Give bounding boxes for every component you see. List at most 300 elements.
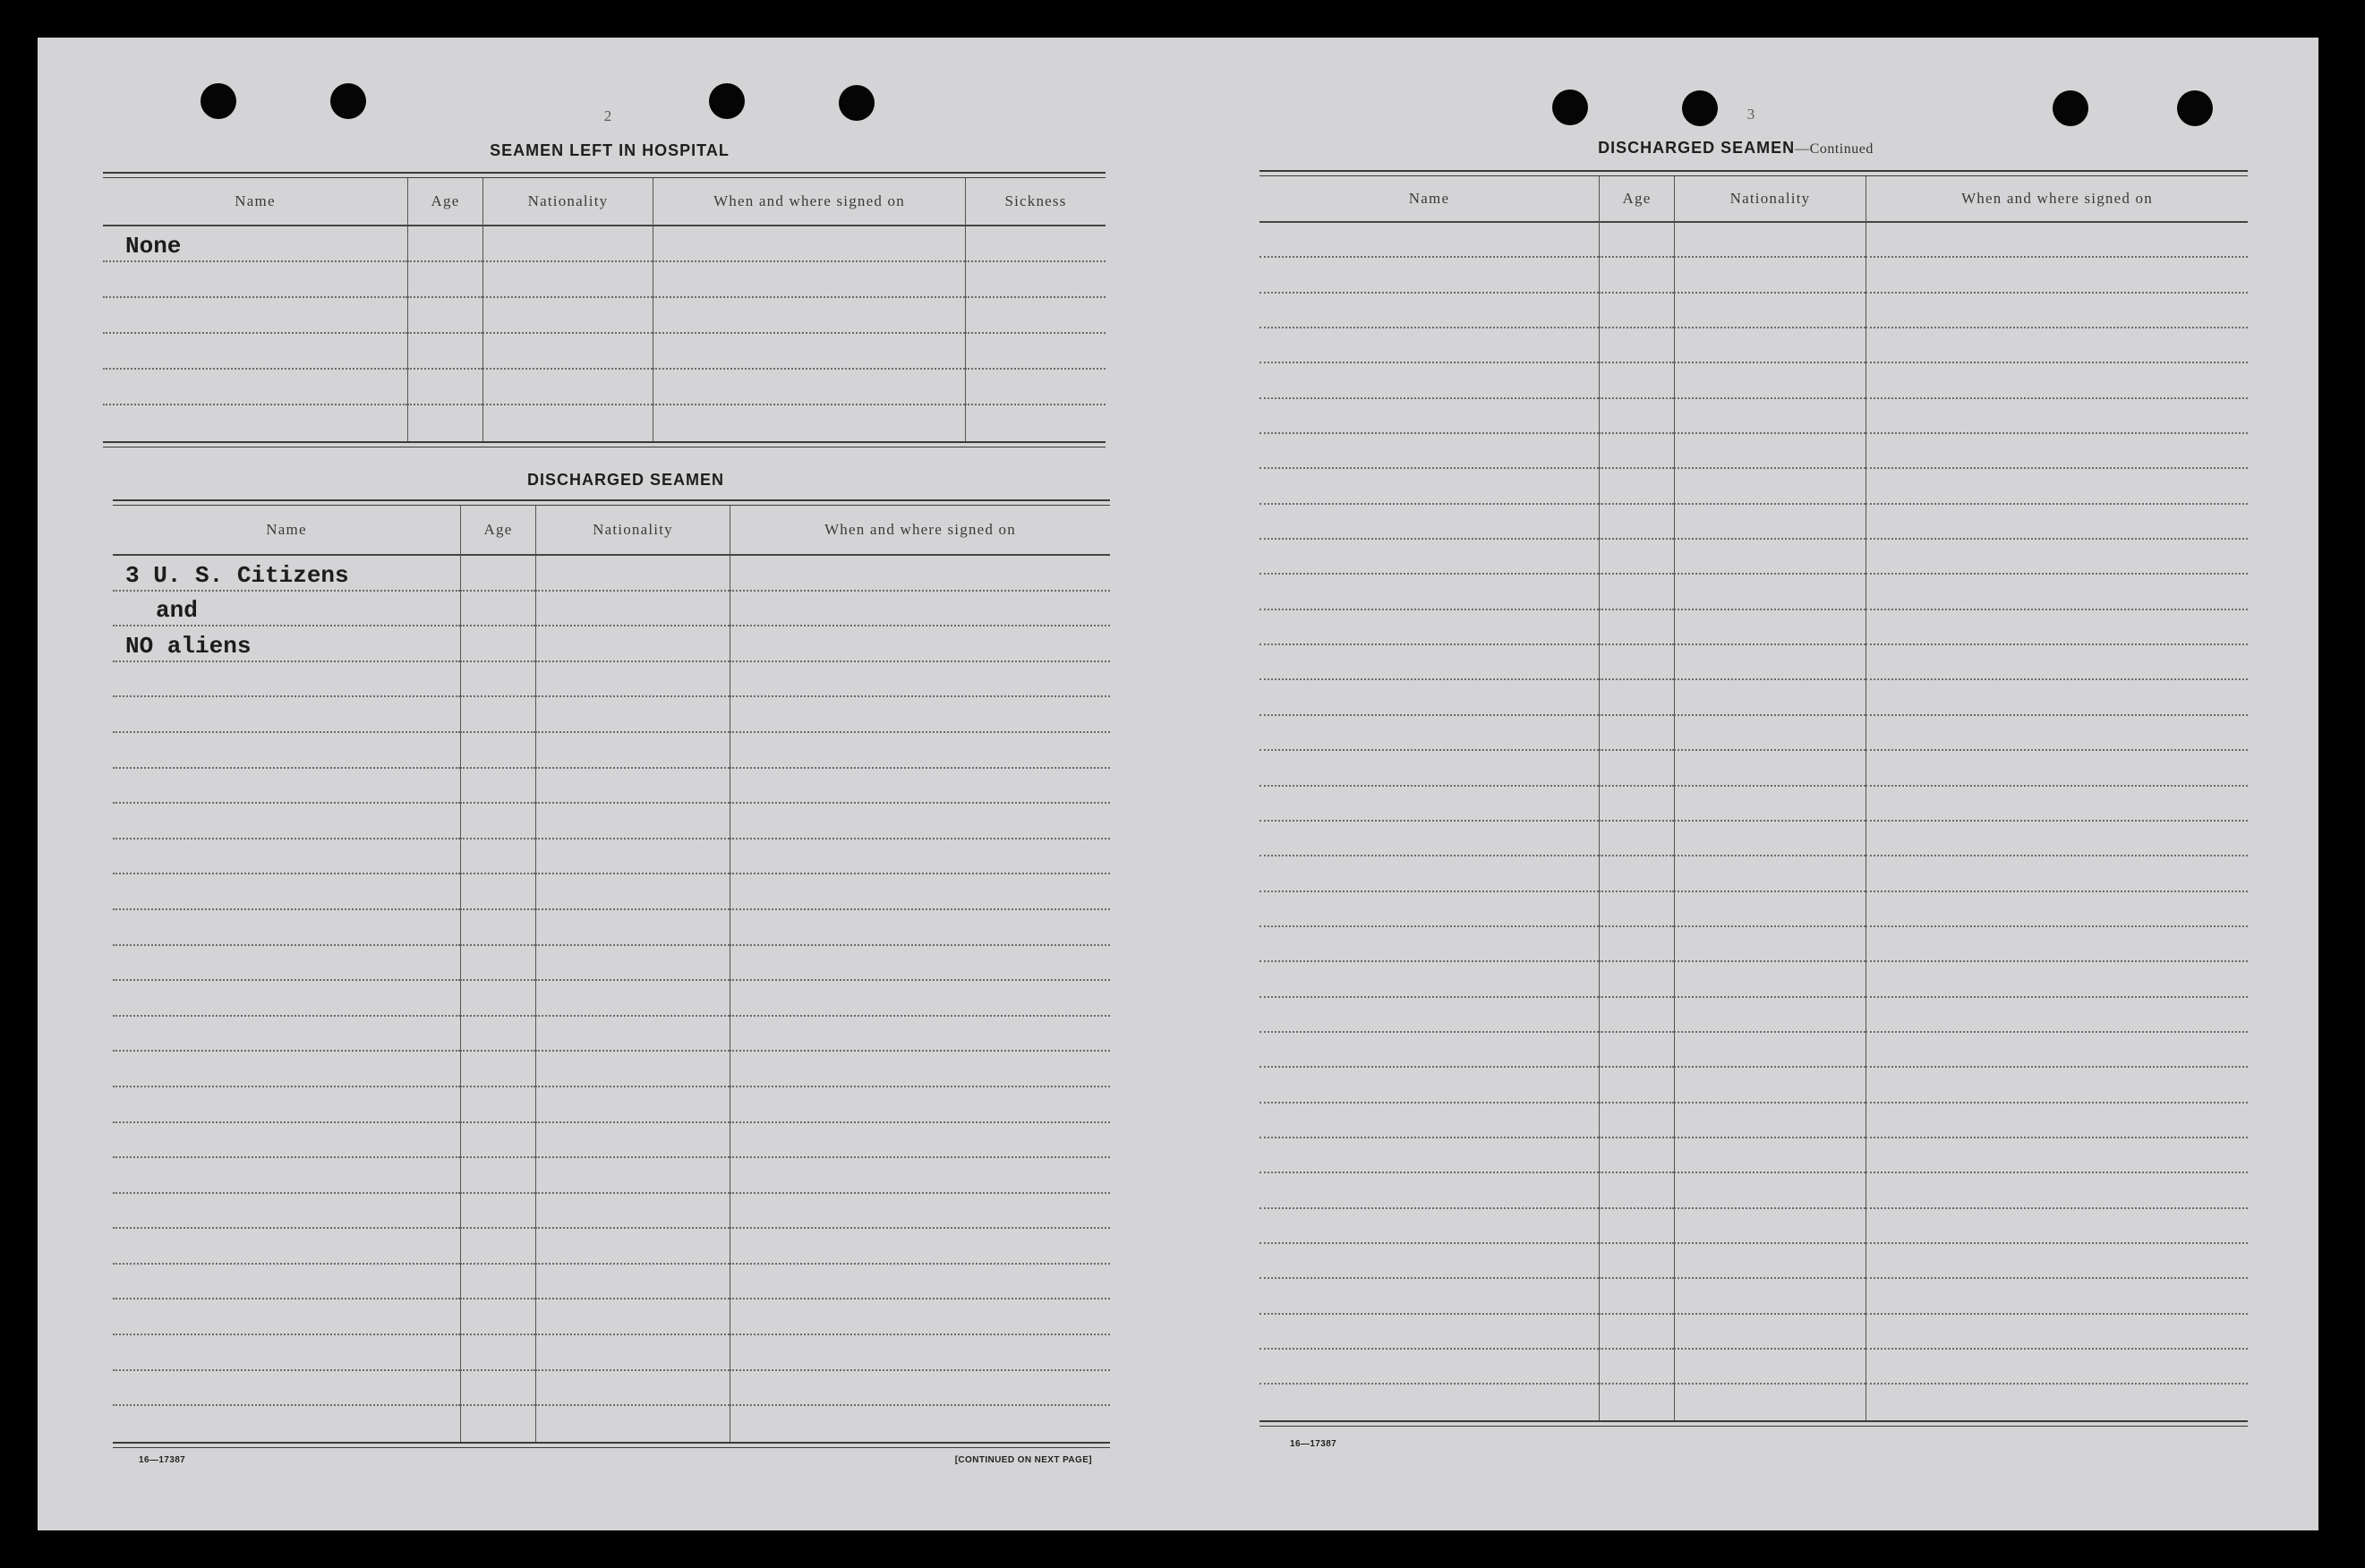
name-cell bbox=[113, 1052, 460, 1087]
name-cell bbox=[1259, 751, 1599, 786]
age-cell bbox=[1599, 856, 1674, 891]
signed-on-cell bbox=[1866, 1315, 2248, 1350]
nationality-cell bbox=[535, 1265, 730, 1300]
signed-on-cell bbox=[653, 226, 965, 262]
name-cell bbox=[1259, 1385, 1599, 1419]
table-row bbox=[1259, 258, 2248, 293]
signed-on-cell bbox=[730, 626, 1110, 662]
nationality-cell bbox=[1674, 1033, 1866, 1068]
table-row bbox=[103, 298, 1106, 334]
age-cell bbox=[460, 1087, 535, 1123]
table-row bbox=[113, 874, 1110, 910]
name-cell bbox=[103, 405, 407, 441]
name-cell bbox=[103, 370, 407, 405]
signed-on-cell bbox=[1866, 751, 2248, 786]
age-cell bbox=[1599, 787, 1674, 822]
age-cell bbox=[460, 839, 535, 875]
signed-on-cell bbox=[1866, 505, 2248, 540]
table-row bbox=[1259, 892, 2248, 927]
nationality-cell bbox=[535, 1017, 730, 1052]
nationality-cell bbox=[535, 981, 730, 1017]
table-row bbox=[1259, 469, 2248, 504]
name-cell bbox=[113, 592, 460, 627]
age-cell bbox=[407, 298, 482, 334]
name-cell bbox=[113, 1406, 460, 1442]
name-cell bbox=[1259, 1350, 1599, 1385]
signed-on-cell bbox=[653, 334, 965, 370]
age-cell bbox=[460, 804, 535, 839]
age-cell bbox=[1599, 540, 1674, 575]
age-cell bbox=[1599, 1173, 1674, 1208]
name-cell bbox=[113, 769, 460, 805]
table-row bbox=[103, 262, 1106, 298]
table-row bbox=[1259, 927, 2248, 962]
nationality-cell bbox=[1674, 927, 1866, 962]
table-row bbox=[113, 1335, 1110, 1371]
signed-on-cell bbox=[730, 1300, 1110, 1335]
nationality-cell bbox=[1674, 505, 1866, 540]
age-cell bbox=[1599, 610, 1674, 645]
age-cell bbox=[460, 662, 535, 698]
name-cell bbox=[1259, 1244, 1599, 1279]
name-cell bbox=[113, 910, 460, 946]
signed-on-cell bbox=[730, 1335, 1110, 1371]
signed-on-cell bbox=[653, 405, 965, 441]
signed-on-cell bbox=[730, 556, 1110, 592]
signed-on-cell bbox=[1866, 540, 2248, 575]
punch-hole bbox=[839, 85, 875, 121]
name-cell bbox=[1259, 1068, 1599, 1103]
table-row bbox=[113, 804, 1110, 839]
table-row bbox=[1259, 1244, 2248, 1279]
nationality-cell bbox=[1674, 469, 1866, 504]
table-row bbox=[113, 1265, 1110, 1300]
column-header-signed-on: When and where signed on bbox=[730, 506, 1110, 556]
age-cell bbox=[1599, 258, 1674, 293]
table-row bbox=[113, 1406, 1110, 1442]
signed-on-cell bbox=[1866, 575, 2248, 609]
name-cell bbox=[1259, 856, 1599, 891]
table-row bbox=[1259, 787, 2248, 822]
column-header-nationality: Nationality bbox=[535, 506, 730, 556]
nationality-cell bbox=[1674, 1104, 1866, 1138]
nationality-cell bbox=[535, 1406, 730, 1442]
signed-on-cell bbox=[730, 1371, 1110, 1407]
nationality-cell bbox=[535, 1300, 730, 1335]
signed-on-cell bbox=[1866, 223, 2248, 258]
column-header-name: Name bbox=[113, 506, 460, 556]
bottom-rule bbox=[113, 1442, 1110, 1448]
signed-on-cell bbox=[730, 662, 1110, 698]
discharged-continued-title bbox=[1199, 138, 2273, 159]
signed-on-cell bbox=[1866, 1385, 2248, 1419]
name-cell bbox=[1259, 505, 1599, 540]
nationality-cell bbox=[1674, 892, 1866, 927]
column-header-age: Age bbox=[460, 506, 535, 556]
age-cell bbox=[1599, 469, 1674, 504]
nationality-cell bbox=[1674, 1068, 1866, 1103]
typed-entry: NO aliens bbox=[125, 632, 252, 660]
age-cell bbox=[460, 1300, 535, 1335]
table-body bbox=[1259, 223, 2248, 1420]
name-cell bbox=[113, 697, 460, 733]
name-cell bbox=[1259, 962, 1599, 997]
signed-on-cell bbox=[1866, 434, 2248, 469]
table-header bbox=[1259, 176, 2248, 223]
age-cell bbox=[460, 1017, 535, 1052]
age-cell bbox=[1599, 680, 1674, 715]
signed-on-cell bbox=[1866, 1104, 2248, 1138]
table-row bbox=[113, 1371, 1110, 1407]
age-cell bbox=[460, 592, 535, 627]
punch-hole bbox=[2053, 90, 2088, 126]
age-cell bbox=[407, 226, 482, 262]
table-row bbox=[1259, 998, 2248, 1033]
age-cell bbox=[1599, 1209, 1674, 1244]
age-cell bbox=[1599, 575, 1674, 609]
name-cell bbox=[113, 1371, 460, 1407]
title-suffix: —Continued bbox=[1795, 141, 1874, 157]
age-cell bbox=[460, 1371, 535, 1407]
column-header-age: Age bbox=[407, 178, 482, 226]
name-cell bbox=[113, 626, 460, 662]
name-cell bbox=[113, 1229, 460, 1265]
signed-on-cell bbox=[730, 1087, 1110, 1123]
name-cell bbox=[1259, 1033, 1599, 1068]
signed-on-cell bbox=[1866, 1173, 2248, 1208]
form-sheet bbox=[38, 38, 2318, 1530]
signed-on-cell bbox=[1866, 1209, 2248, 1244]
name-cell bbox=[113, 556, 460, 592]
name-cell bbox=[113, 662, 460, 698]
table-row bbox=[1259, 575, 2248, 609]
table-body bbox=[103, 226, 1106, 441]
nationality-cell bbox=[1674, 998, 1866, 1033]
age-cell bbox=[1599, 962, 1674, 997]
nationality-cell bbox=[535, 1052, 730, 1087]
name-cell bbox=[113, 874, 460, 910]
table-row bbox=[1259, 505, 2248, 540]
age-cell bbox=[1599, 434, 1674, 469]
top-rule bbox=[113, 499, 1110, 506]
page-number-left: 2 bbox=[603, 107, 612, 124]
table-row bbox=[103, 405, 1106, 441]
table-row bbox=[113, 910, 1110, 946]
sickness-cell bbox=[965, 298, 1106, 334]
table-row bbox=[1259, 1104, 2248, 1138]
nationality-cell bbox=[1674, 680, 1866, 715]
name-cell bbox=[1259, 294, 1599, 328]
name-cell bbox=[1259, 1138, 1599, 1173]
signed-on-cell bbox=[1866, 787, 2248, 822]
name-cell bbox=[1259, 716, 1599, 751]
signed-on-cell bbox=[1866, 1033, 2248, 1068]
nationality-cell bbox=[1674, 822, 1866, 856]
nationality-cell bbox=[535, 910, 730, 946]
nationality-cell bbox=[535, 1194, 730, 1230]
name-cell bbox=[1259, 680, 1599, 715]
name-cell bbox=[1259, 469, 1599, 504]
column-header-nationality: Nationality bbox=[1674, 176, 1866, 223]
name-cell bbox=[1259, 892, 1599, 927]
signed-on-cell bbox=[1866, 399, 2248, 434]
table-row bbox=[113, 1087, 1110, 1123]
signed-on-cell bbox=[1866, 962, 2248, 997]
signed-on-cell bbox=[1866, 645, 2248, 680]
name-cell bbox=[103, 298, 407, 334]
signed-on-cell bbox=[1866, 856, 2248, 891]
table-row bbox=[1259, 540, 2248, 575]
name-cell bbox=[1259, 645, 1599, 680]
signed-on-cell bbox=[730, 981, 1110, 1017]
age-cell bbox=[460, 556, 535, 592]
name-cell bbox=[1259, 787, 1599, 822]
age-cell bbox=[460, 910, 535, 946]
table-row bbox=[113, 769, 1110, 805]
name-cell bbox=[113, 839, 460, 875]
signed-on-cell bbox=[730, 769, 1110, 805]
table-row bbox=[1259, 223, 2248, 258]
nationality-cell bbox=[535, 1158, 730, 1194]
discharged-continued-table bbox=[1259, 170, 2248, 1427]
right-page-footer bbox=[1290, 1439, 1336, 1450]
name-cell bbox=[1259, 434, 1599, 469]
nationality-cell bbox=[1674, 1138, 1866, 1173]
table-row bbox=[1259, 434, 2248, 469]
nationality-cell bbox=[1674, 1209, 1866, 1244]
name-cell bbox=[1259, 1279, 1599, 1314]
column-header-name: Name bbox=[1259, 176, 1599, 223]
name-cell bbox=[103, 334, 407, 370]
nationality-cell bbox=[1674, 540, 1866, 575]
table-row bbox=[113, 946, 1110, 982]
table-row bbox=[113, 1052, 1110, 1087]
form-number: 16—17387 bbox=[1290, 1439, 1337, 1449]
table-row bbox=[103, 226, 1106, 262]
age-cell bbox=[460, 1229, 535, 1265]
column-header-name: Name bbox=[103, 178, 407, 226]
signed-on-cell bbox=[730, 874, 1110, 910]
signed-on-cell bbox=[730, 1158, 1110, 1194]
table-row bbox=[1259, 1315, 2248, 1350]
nationality-cell bbox=[1674, 328, 1866, 363]
name-cell bbox=[103, 226, 407, 262]
age-cell bbox=[1599, 363, 1674, 398]
name-cell bbox=[113, 804, 460, 839]
nationality-cell bbox=[1674, 258, 1866, 293]
nationality-cell bbox=[535, 697, 730, 733]
name-cell bbox=[113, 1300, 460, 1335]
table-row bbox=[113, 626, 1110, 662]
age-cell bbox=[1599, 399, 1674, 434]
table-row bbox=[113, 592, 1110, 627]
table-row bbox=[1259, 399, 2248, 434]
table-row bbox=[103, 370, 1106, 405]
signed-on-cell bbox=[653, 370, 965, 405]
table-row bbox=[1259, 856, 2248, 891]
table-row bbox=[103, 334, 1106, 370]
nationality-cell bbox=[1674, 223, 1866, 258]
punch-hole bbox=[1682, 90, 1718, 126]
name-cell bbox=[1259, 258, 1599, 293]
name-cell bbox=[1259, 998, 1599, 1033]
signed-on-cell bbox=[1866, 822, 2248, 856]
table-row bbox=[113, 1123, 1110, 1159]
nationality-cell bbox=[1674, 610, 1866, 645]
hospital-table bbox=[103, 172, 1106, 447]
nationality-cell bbox=[535, 874, 730, 910]
nationality-cell bbox=[535, 556, 730, 592]
column-header-nationality: Nationality bbox=[482, 178, 653, 226]
signed-on-cell bbox=[730, 910, 1110, 946]
name-cell bbox=[1259, 328, 1599, 363]
age-cell bbox=[1599, 1104, 1674, 1138]
signed-on-cell bbox=[1866, 680, 2248, 715]
nationality-cell bbox=[1674, 363, 1866, 398]
name-cell bbox=[113, 1335, 460, 1371]
signed-on-cell bbox=[1866, 328, 2248, 363]
age-cell bbox=[1599, 1350, 1674, 1385]
signed-on-cell bbox=[1866, 892, 2248, 927]
table-row bbox=[113, 981, 1110, 1017]
age-cell bbox=[1599, 751, 1674, 786]
age-cell bbox=[1599, 223, 1674, 258]
age-cell bbox=[1599, 1068, 1674, 1103]
page-number-right: 3 bbox=[1746, 106, 1755, 123]
age-cell bbox=[407, 370, 482, 405]
table-row bbox=[113, 1158, 1110, 1194]
age-cell bbox=[1599, 645, 1674, 680]
signed-on-cell bbox=[653, 262, 965, 298]
age-cell bbox=[460, 1406, 535, 1442]
table-row bbox=[1259, 822, 2248, 856]
age-cell bbox=[1599, 1315, 1674, 1350]
top-rule bbox=[103, 172, 1106, 178]
table-row bbox=[1259, 751, 2248, 786]
nationality-cell bbox=[535, 592, 730, 627]
signed-on-cell bbox=[1866, 363, 2248, 398]
age-cell bbox=[407, 334, 482, 370]
nationality-cell bbox=[1674, 645, 1866, 680]
typed-entry: None bbox=[125, 233, 182, 260]
signed-on-cell bbox=[730, 804, 1110, 839]
name-cell bbox=[113, 981, 460, 1017]
table-row bbox=[1259, 1068, 2248, 1103]
punch-hole bbox=[709, 83, 745, 119]
name-cell bbox=[1259, 540, 1599, 575]
discharged-section-title: DISCHARGED SEAMEN bbox=[526, 471, 725, 489]
name-cell bbox=[1259, 363, 1599, 398]
signed-on-cell bbox=[1866, 998, 2248, 1033]
name-cell bbox=[1259, 1315, 1599, 1350]
name-cell bbox=[113, 1017, 460, 1052]
nationality-cell bbox=[1674, 962, 1866, 997]
name-cell bbox=[113, 1123, 460, 1159]
table-row bbox=[1259, 645, 2248, 680]
age-cell bbox=[1599, 328, 1674, 363]
column-header-age: Age bbox=[1599, 176, 1674, 223]
table-row bbox=[1259, 680, 2248, 715]
age-cell bbox=[460, 626, 535, 662]
table-row bbox=[113, 556, 1110, 592]
signed-on-cell bbox=[730, 592, 1110, 627]
continued-note: [CONTINUED ON NEXT PAGE] bbox=[954, 1455, 1092, 1465]
nationality-cell bbox=[482, 405, 653, 441]
age-cell bbox=[1599, 822, 1674, 856]
name-cell bbox=[1259, 399, 1599, 434]
name-cell bbox=[103, 262, 407, 298]
punch-hole bbox=[330, 83, 366, 119]
age-cell bbox=[460, 769, 535, 805]
age-cell bbox=[1599, 1033, 1674, 1068]
name-cell bbox=[1259, 575, 1599, 609]
signed-on-cell bbox=[1866, 610, 2248, 645]
age-cell bbox=[460, 981, 535, 1017]
signed-on-cell bbox=[1866, 1244, 2248, 1279]
age-cell bbox=[1599, 1244, 1674, 1279]
nationality-cell bbox=[1674, 751, 1866, 786]
signed-on-cell bbox=[730, 1052, 1110, 1087]
signed-on-cell bbox=[1866, 927, 2248, 962]
nationality-cell bbox=[1674, 716, 1866, 751]
sickness-cell bbox=[965, 405, 1106, 441]
signed-on-cell bbox=[1866, 1138, 2248, 1173]
column-header-sickness: Sickness bbox=[965, 178, 1106, 226]
top-rule bbox=[1259, 170, 2248, 176]
name-cell bbox=[1259, 927, 1599, 962]
age-cell bbox=[1599, 294, 1674, 328]
age-cell bbox=[1599, 1279, 1674, 1314]
table-body bbox=[113, 556, 1110, 1442]
nationality-cell bbox=[535, 1123, 730, 1159]
bottom-rule bbox=[1259, 1420, 2248, 1427]
discharged-table bbox=[113, 499, 1110, 1448]
table-row bbox=[1259, 1279, 2248, 1314]
name-cell bbox=[113, 1194, 460, 1230]
nationality-cell bbox=[1674, 294, 1866, 328]
nationality-cell bbox=[482, 334, 653, 370]
nationality-cell bbox=[1674, 1350, 1866, 1385]
nationality-cell bbox=[535, 662, 730, 698]
signed-on-cell bbox=[1866, 1068, 2248, 1103]
left-page-footer bbox=[113, 1455, 1110, 1466]
age-cell bbox=[1599, 716, 1674, 751]
name-cell bbox=[1259, 223, 1599, 258]
name-cell bbox=[1259, 822, 1599, 856]
table-row bbox=[1259, 1173, 2248, 1208]
nationality-cell bbox=[1674, 787, 1866, 822]
form-number: 16—17387 bbox=[139, 1455, 186, 1465]
table-row bbox=[113, 1229, 1110, 1265]
nationality-cell bbox=[535, 1087, 730, 1123]
signed-on-cell bbox=[730, 1194, 1110, 1230]
punch-hole bbox=[1552, 89, 1588, 125]
table-row bbox=[113, 697, 1110, 733]
signed-on-cell bbox=[730, 697, 1110, 733]
column-header-signed-on: When and where signed on bbox=[653, 178, 965, 226]
signed-on-cell bbox=[730, 1123, 1110, 1159]
sickness-cell bbox=[965, 334, 1106, 370]
name-cell bbox=[1259, 1209, 1599, 1244]
age-cell bbox=[1599, 927, 1674, 962]
table-row bbox=[1259, 328, 2248, 363]
bottom-rule bbox=[103, 441, 1106, 447]
table-row bbox=[113, 662, 1110, 698]
table-row bbox=[113, 1017, 1110, 1052]
hospital-section-title: SEAMEN LEFT IN HOSPITAL bbox=[490, 141, 730, 159]
signed-on-cell bbox=[1866, 1350, 2248, 1385]
signed-on-cell bbox=[730, 1265, 1110, 1300]
